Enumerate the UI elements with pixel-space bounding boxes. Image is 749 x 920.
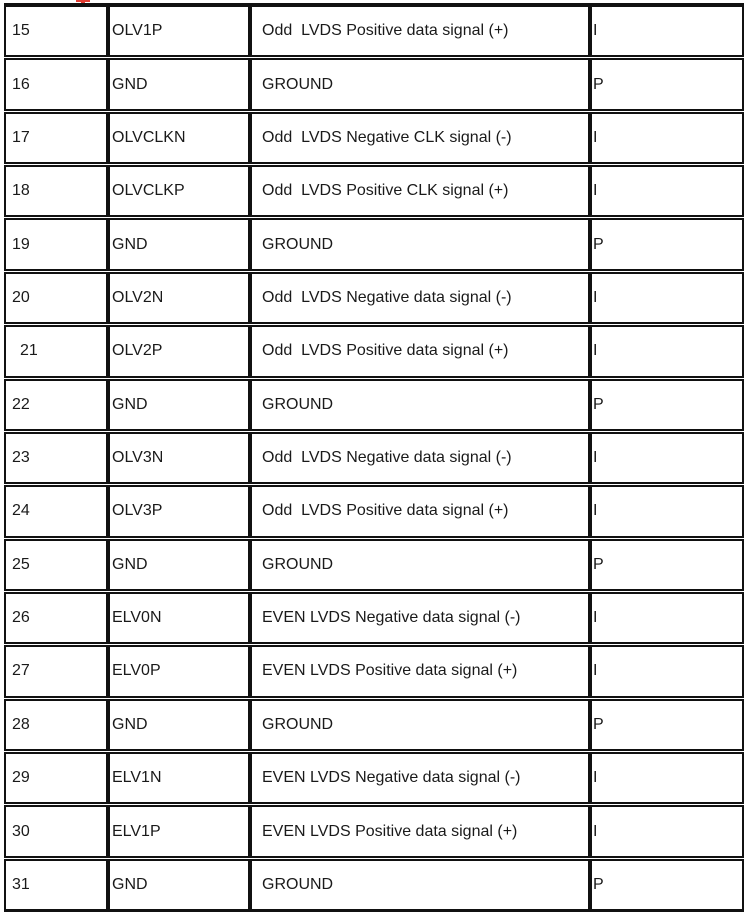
pin-cell: 26 [4,592,108,644]
table-row [4,218,744,270]
pin-cell: 17 [4,112,108,164]
table-row [4,859,744,911]
type-cell: P [590,859,744,911]
table-row [4,539,744,591]
description-cell: GROUND [250,379,590,431]
type-cell: I [590,645,744,697]
signal-name-cell: GND [108,699,250,751]
pin-cell: 25 [4,539,108,591]
type-cell: I [590,325,744,377]
pin-assignment-table [4,3,744,912]
description-cell: GROUND [250,218,590,270]
type-cell: I [590,112,744,164]
description-cell: Odd LVDS Positive data signal (+) [250,325,590,377]
type-cell: P [590,699,744,751]
type-cell: P [590,539,744,591]
pin-cell: 19 [4,218,108,270]
type-cell: P [590,379,744,431]
pin-cell: 31 [4,859,108,911]
description-cell: Odd LVDS Positive data signal (+) [250,5,590,57]
signal-name-cell: GND [108,58,250,110]
pin-cell: 21 [4,325,108,377]
signal-name-cell: ELV1N [108,752,250,804]
signal-name-cell: OLV3P [108,485,250,537]
signal-name-cell: OLVCLKN [108,112,250,164]
pin-cell: 30 [4,805,108,857]
table-row [4,58,744,110]
pin-cell: 18 [4,165,108,217]
type-cell: I [590,592,744,644]
table-row [4,485,744,537]
type-cell: I [590,165,744,217]
description-cell: EVEN LVDS Positive data signal (+) [250,805,590,857]
table-row [4,752,744,804]
type-cell: P [590,58,744,110]
signal-name-cell: OLV2P [108,325,250,377]
type-cell: I [590,485,744,537]
signal-name-cell: OLV2N [108,272,250,324]
table-row [4,699,744,751]
type-cell: I [590,432,744,484]
description-cell: Odd LVDS Positive CLK signal (+) [250,165,590,217]
pin-cell: 22 [4,379,108,431]
table-row [4,432,744,484]
description-cell: Odd LVDS Negative data signal (-) [250,432,590,484]
type-cell: P [590,218,744,270]
table-row [4,592,744,644]
pin-cell: 15 [4,5,108,57]
pin-cell: 29 [4,752,108,804]
pin-cell: 28 [4,699,108,751]
pin-cell: 20 [4,272,108,324]
signal-name-cell: GND [108,539,250,591]
description-cell: GROUND [250,699,590,751]
description-cell: Odd LVDS Positive data signal (+) [250,485,590,537]
description-cell: EVEN LVDS Positive data signal (+) [250,645,590,697]
description-cell: GROUND [250,859,590,911]
signal-name-cell: ELV0N [108,592,250,644]
table-row [4,325,744,377]
signal-name-cell: OLV1P [108,5,250,57]
pin-cell: 27 [4,645,108,697]
type-cell: I [590,805,744,857]
signal-name-cell: GND [108,218,250,270]
description-cell: Odd LVDS Negative data signal (-) [250,272,590,324]
type-cell: I [590,5,744,57]
description-cell: GROUND [250,58,590,110]
signal-name-cell: ELV1P [108,805,250,857]
description-cell: EVEN LVDS Negative data signal (-) [250,752,590,804]
type-cell: I [590,752,744,804]
table-row [4,805,744,857]
table-row [4,5,744,57]
signal-name-cell: GND [108,859,250,911]
table-row [4,379,744,431]
table-row [4,272,744,324]
description-cell: GROUND [250,539,590,591]
table-row [4,165,744,217]
pin-cell: 16 [4,58,108,110]
signal-name-cell: OLVCLKP [108,165,250,217]
table-row [4,645,744,697]
signal-name-cell: ELV0P [108,645,250,697]
pin-cell: 23 [4,432,108,484]
description-cell: Odd LVDS Negative CLK signal (-) [250,112,590,164]
description-cell: EVEN LVDS Negative data signal (-) [250,592,590,644]
type-cell: I [590,272,744,324]
pin-cell: 24 [4,485,108,537]
signal-name-cell: GND [108,379,250,431]
signal-name-cell: OLV3N [108,432,250,484]
table-row [4,112,744,164]
